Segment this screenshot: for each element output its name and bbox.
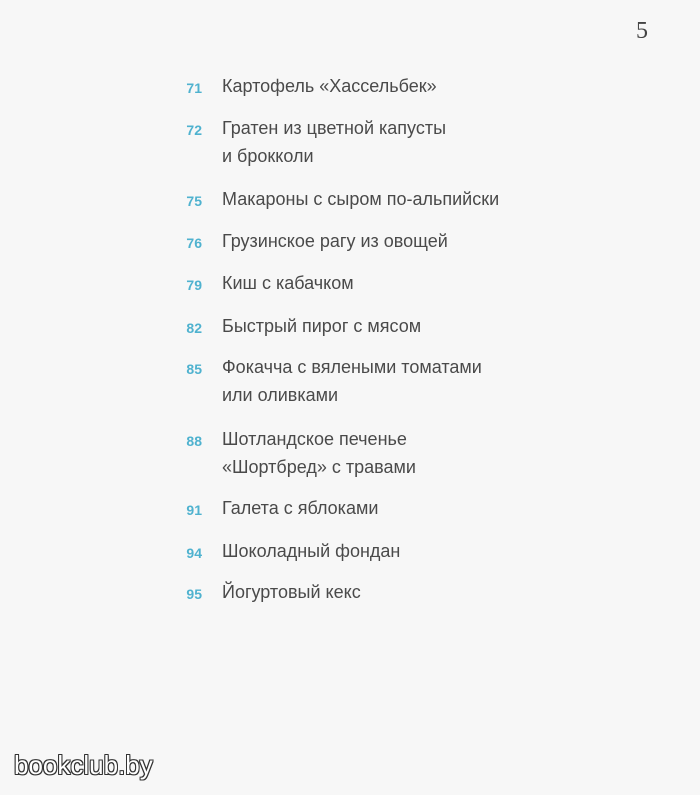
toc-page-number: 85 [186,361,202,377]
toc-title: Картофель «Хассельбек» [222,76,437,96]
toc-title: Киш с кабачком [222,273,354,293]
toc-page-number: 76 [186,235,202,251]
toc-title: Гратен из цветной капусты и брокколи [222,118,447,166]
toc-title: Фокачча с вялеными томатами или оливками [222,357,482,405]
toc-title: Шоколадный фондан [222,541,401,561]
toc-title: Шотландское печенье «Шортбред» с травами [222,429,416,477]
toc-page-number: 79 [186,277,202,293]
toc-page-number: 94 [186,545,202,561]
watermark: bookclub.by [14,750,153,780]
toc-page-number: 75 [186,193,202,209]
toc-title: Макароны с сыром по-альпийски [222,189,500,209]
toc-page-number: 72 [186,122,202,138]
toc-title: Йогуртовый кекс [222,582,361,602]
page-number: 5 [636,18,648,44]
toc-page-number: 91 [186,502,202,518]
toc-page-number: 95 [186,586,202,602]
toc-page-number: 88 [186,433,202,449]
toc-title: Грузинское рагу из овощей [222,231,448,251]
toc-title: Быстрый пирог с мясом [222,316,422,336]
toc-page-number: 71 [186,80,202,96]
toc-title: Галета с яблоками [222,498,379,518]
toc-page-number: 82 [186,320,202,336]
